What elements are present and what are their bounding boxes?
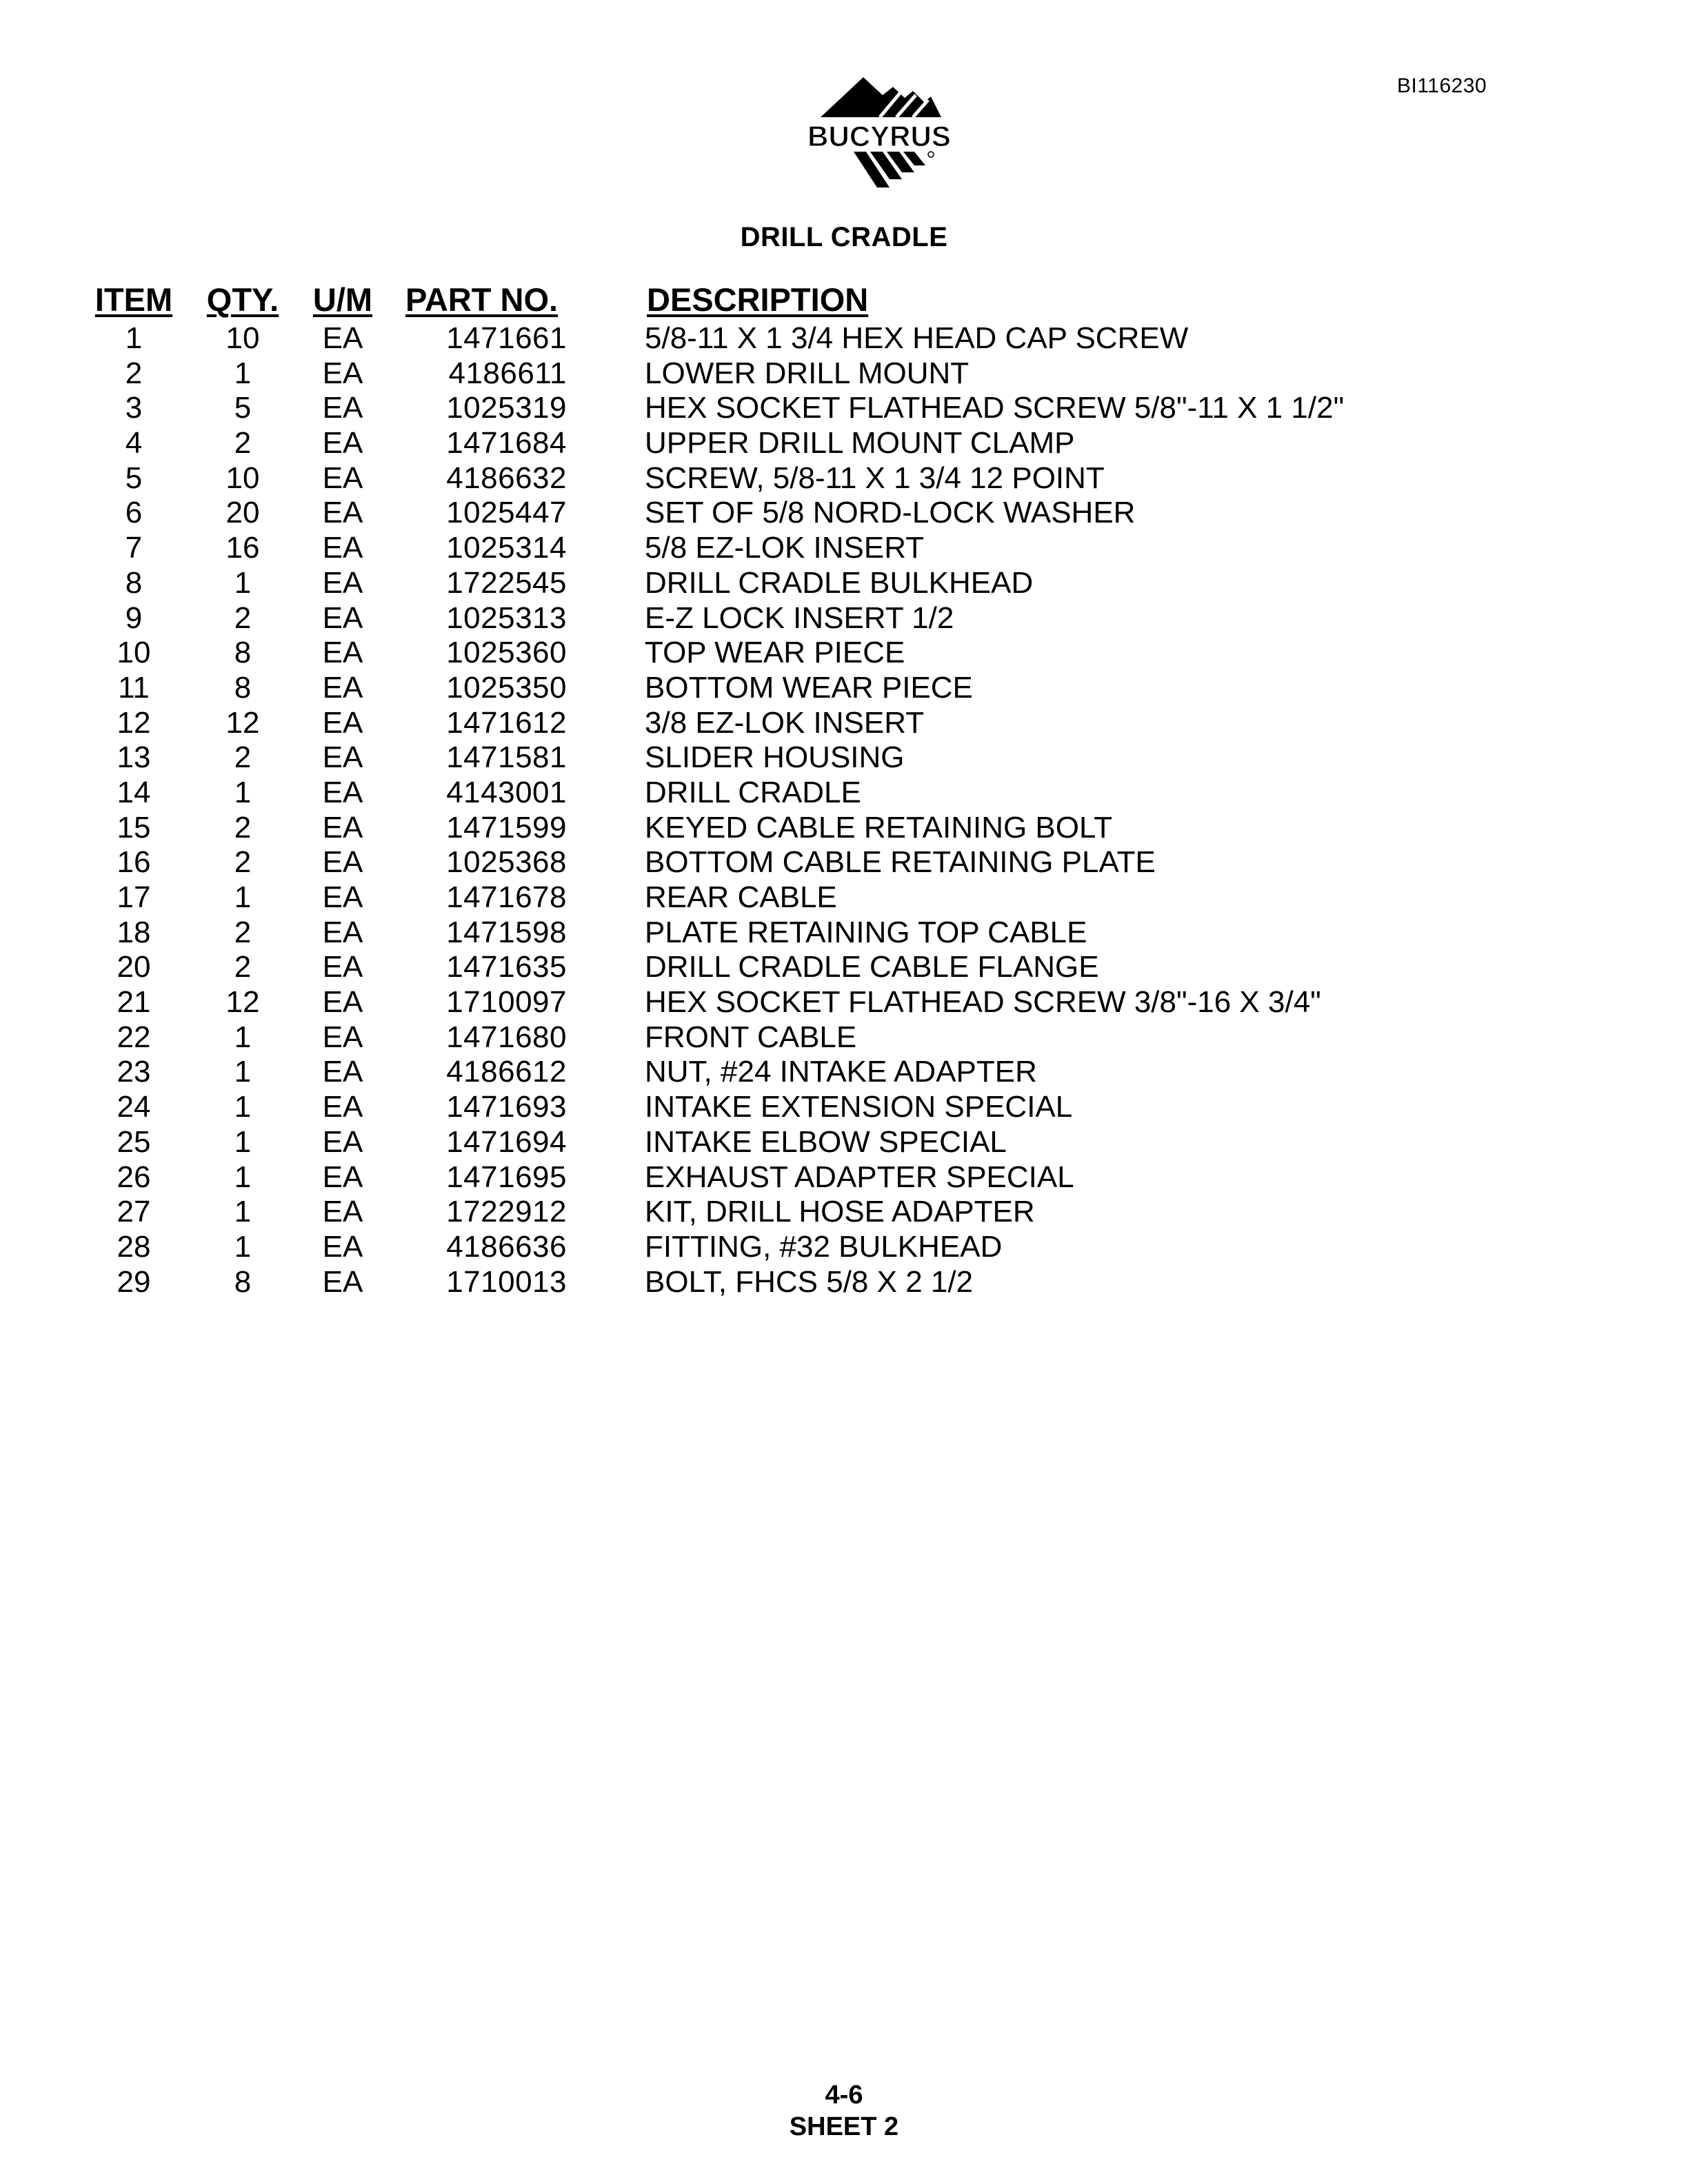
table-row [0, 916, 1688, 951]
table-row [0, 636, 1688, 671]
cell-part-no: 1471599 [446, 810, 567, 845]
cell-description: HEX SOCKET FLATHEAD SCREW 5/8"-11 X 1 1/2" [645, 391, 1345, 425]
table-row [0, 496, 1688, 531]
cell-qty: 1 [234, 1090, 252, 1124]
cell-description: FRONT CABLE [645, 1020, 857, 1054]
cell-description: HEX SOCKET FLATHEAD SCREW 3/8"-16 X 3/4" [645, 985, 1321, 1020]
cell-qty: 5 [234, 391, 252, 425]
cell-item: 2 [125, 356, 143, 390]
cell-um: EA [322, 1195, 363, 1229]
cell-um: EA [322, 321, 363, 355]
cell-description: LOWER DRILL MOUNT [645, 356, 969, 390]
table-row [0, 740, 1688, 776]
cell-um: EA [322, 950, 363, 984]
table-header-row [0, 279, 1688, 321]
cell-part-no: 1025314 [446, 531, 567, 565]
document-id: BI116230 [1397, 74, 1487, 97]
cell-um: EA [322, 1090, 363, 1124]
cell-um: EA [322, 775, 363, 809]
cell-item: 22 [117, 1020, 151, 1054]
table-row [0, 566, 1688, 601]
cell-item: 9 [125, 600, 143, 635]
cell-um: EA [322, 426, 363, 461]
cell-part-no: 1471612 [446, 705, 567, 740]
cell-description: SLIDER HOUSING [645, 740, 905, 775]
cell-um: EA [322, 810, 363, 845]
cell-item: 18 [117, 915, 151, 949]
cell-item: 3 [125, 391, 143, 425]
cell-part-no: 1471680 [446, 1020, 567, 1054]
table-row [0, 706, 1688, 741]
cell-um: EA [322, 1160, 363, 1194]
table-row [0, 880, 1688, 916]
table-row [0, 671, 1688, 706]
cell-qty: 10 [225, 321, 260, 355]
cell-um: EA [322, 1055, 363, 1089]
sheet-label: SHEET 2 [789, 2112, 899, 2141]
cell-item: 26 [117, 1160, 151, 1194]
table-row [0, 811, 1688, 846]
cell-item: 28 [117, 1229, 151, 1264]
column-header-item: ITEM [94, 281, 173, 318]
cell-um: EA [322, 705, 363, 740]
cell-um: EA [322, 531, 363, 565]
cell-item: 27 [117, 1195, 151, 1229]
cell-qty: 1 [234, 356, 252, 390]
cell-part-no: 1471635 [446, 950, 567, 984]
cell-part-no: 1471694 [446, 1124, 567, 1159]
cell-qty: 2 [234, 810, 252, 845]
cell-item: 16 [117, 845, 151, 880]
cell-um: EA [322, 496, 363, 530]
cell-description: 5/8-11 X 1 3/4 HEX HEAD CAP SCREW [645, 321, 1189, 355]
cell-part-no: 1710013 [446, 1264, 567, 1299]
cell-um: EA [322, 915, 363, 949]
cell-description: INTAKE EXTENSION SPECIAL [645, 1090, 1073, 1124]
cell-qty: 20 [225, 496, 260, 530]
cell-item: 24 [117, 1090, 151, 1124]
cell-qty: 1 [234, 1229, 252, 1264]
table-row [0, 1265, 1688, 1300]
cell-part-no: 1471678 [446, 880, 567, 914]
cell-description: TOP WEAR PIECE [645, 636, 905, 670]
cell-description: E-Z LOCK INSERT 1/2 [645, 600, 954, 635]
cell-item: 23 [117, 1055, 151, 1089]
cell-um: EA [322, 565, 363, 600]
bucyrus-logo [779, 74, 979, 193]
table-row [0, 601, 1688, 636]
cell-item: 17 [117, 880, 151, 914]
cell-um: EA [322, 740, 363, 775]
cell-part-no: 1025350 [446, 670, 567, 705]
cell-qty: 8 [234, 1264, 252, 1299]
cell-description: UPPER DRILL MOUNT CLAMP [645, 426, 1075, 461]
cell-um: EA [322, 845, 363, 880]
cell-qty: 1 [234, 775, 252, 809]
cell-um: EA [322, 1264, 363, 1299]
cell-item: 14 [117, 775, 151, 809]
table-row [0, 1055, 1688, 1090]
cell-part-no: 1471661 [446, 321, 567, 355]
table-row [0, 321, 1688, 356]
table-row [0, 1230, 1688, 1265]
cell-description: SCREW, 5/8-11 X 1 3/4 12 POINT [645, 461, 1105, 495]
cell-description: PLATE RETAINING TOP CABLE [645, 915, 1087, 949]
logo-wordmark: BUCYRUS [807, 120, 951, 152]
cell-qty: 8 [234, 670, 252, 705]
cell-description: 3/8 EZ-LOK INSERT [645, 705, 925, 740]
cell-part-no: 1025360 [446, 636, 567, 670]
cell-item: 12 [117, 705, 151, 740]
cell-qty: 2 [234, 426, 252, 461]
cell-qty: 16 [225, 531, 260, 565]
table-row [0, 1160, 1688, 1195]
cell-item: 21 [117, 985, 151, 1020]
cell-um: EA [322, 880, 363, 914]
table-row [0, 1125, 1688, 1160]
column-header-qty: QTY. [206, 281, 279, 318]
cell-qty: 12 [225, 705, 260, 740]
cell-description: BOTTOM WEAR PIECE [645, 670, 973, 705]
cell-item: 6 [125, 496, 143, 530]
cell-item: 10 [117, 636, 151, 670]
cell-description: BOTTOM CABLE RETAINING PLATE [645, 845, 1156, 880]
cell-um: EA [322, 600, 363, 635]
cell-part-no: 1025368 [446, 845, 567, 880]
cell-qty: 1 [234, 1020, 252, 1054]
cell-um: EA [322, 391, 363, 425]
cell-part-no: 4143001 [446, 775, 567, 809]
table-row [0, 461, 1688, 496]
cell-part-no: 1722545 [446, 565, 567, 600]
cell-description: EXHAUST ADAPTER SPECIAL [645, 1160, 1074, 1194]
page-number: 4-6 [825, 2081, 863, 2110]
cell-description: DRILL CRADLE [645, 775, 861, 809]
table-row [0, 845, 1688, 880]
table-row [0, 985, 1688, 1020]
cell-item: 25 [117, 1124, 151, 1159]
cell-item: 29 [117, 1264, 151, 1299]
cell-um: EA [322, 985, 363, 1020]
cell-item: 4 [125, 426, 143, 461]
cell-qty: 10 [225, 461, 260, 495]
cell-part-no: 4186611 [448, 356, 567, 390]
cell-part-no: 1025319 [446, 391, 567, 425]
column-header-description: DESCRIPTION [647, 281, 869, 318]
cell-description: DRILL CRADLE BULKHEAD [645, 565, 1034, 600]
cell-part-no: 1471684 [446, 426, 567, 461]
cell-description: 5/8 EZ-LOK INSERT [645, 531, 925, 565]
cell-qty: 12 [225, 985, 260, 1020]
cell-part-no: 4186612 [446, 1055, 567, 1089]
table-row [0, 391, 1688, 426]
column-header-part-no: PART NO. [405, 281, 559, 318]
cell-part-no: 1710097 [446, 985, 567, 1020]
cell-item: 5 [125, 461, 143, 495]
cell-description: KIT, DRILL HOSE ADAPTER [645, 1195, 1035, 1229]
cell-um: EA [322, 1124, 363, 1159]
table-row [0, 950, 1688, 985]
cell-description: INTAKE ELBOW SPECIAL [645, 1124, 1007, 1159]
cell-description: BOLT, FHCS 5/8 X 2 1/2 [645, 1264, 974, 1299]
cell-part-no: 1471693 [446, 1090, 567, 1124]
cell-um: EA [322, 636, 363, 670]
table-row [0, 776, 1688, 811]
cell-item: 1 [125, 321, 143, 355]
cell-um: EA [322, 356, 363, 390]
table-row [0, 531, 1688, 566]
cell-item: 11 [118, 670, 150, 705]
cell-qty: 2 [234, 950, 252, 984]
cell-part-no: 1025313 [446, 600, 567, 635]
cell-item: 13 [117, 740, 151, 775]
cell-qty: 2 [234, 915, 252, 949]
cell-um: EA [322, 1020, 363, 1054]
cell-qty: 2 [234, 600, 252, 635]
cell-part-no: 1471598 [446, 915, 567, 949]
cell-part-no: 4186632 [446, 461, 567, 495]
cell-description: FITTING, #32 BULKHEAD [645, 1229, 1003, 1264]
cell-part-no: 1471581 [446, 740, 567, 775]
cell-qty: 1 [234, 1124, 252, 1159]
cell-qty: 8 [234, 636, 252, 670]
cell-item: 7 [125, 531, 143, 565]
cell-part-no: 1722912 [446, 1195, 567, 1229]
cell-part-no: 4186636 [446, 1229, 567, 1264]
cell-description: KEYED CABLE RETAINING BOLT [645, 810, 1113, 845]
cell-qty: 1 [234, 1055, 252, 1089]
cell-description: REAR CABLE [645, 880, 837, 914]
cell-item: 8 [125, 565, 143, 600]
cell-description: DRILL CRADLE CABLE FLANGE [645, 950, 1099, 984]
cell-qty: 1 [234, 880, 252, 914]
parts-table [0, 279, 1688, 1300]
cell-qty: 2 [234, 740, 252, 775]
table-row [0, 1195, 1688, 1230]
table-row [0, 1020, 1688, 1055]
cell-item: 20 [117, 950, 151, 984]
cell-qty: 1 [234, 1160, 252, 1194]
page-title: DRILL CRADLE [740, 222, 948, 252]
cell-part-no: 1471695 [446, 1160, 567, 1194]
table-row [0, 356, 1688, 392]
cell-part-no: 1025447 [446, 496, 567, 530]
cell-description: SET OF 5/8 NORD-LOCK WASHER [645, 496, 1136, 530]
cell-qty: 1 [234, 1195, 252, 1229]
cell-description: NUT, #24 INTAKE ADAPTER [645, 1055, 1037, 1089]
table-body [0, 321, 1688, 1300]
table-row [0, 1090, 1688, 1125]
cell-qty: 2 [234, 845, 252, 880]
cell-um: EA [322, 670, 363, 705]
column-header-um: U/M [312, 281, 373, 318]
cell-item: 15 [117, 810, 151, 845]
cell-um: EA [322, 461, 363, 495]
table-row [0, 426, 1688, 461]
cell-qty: 1 [234, 565, 252, 600]
cell-um: EA [322, 1229, 363, 1264]
